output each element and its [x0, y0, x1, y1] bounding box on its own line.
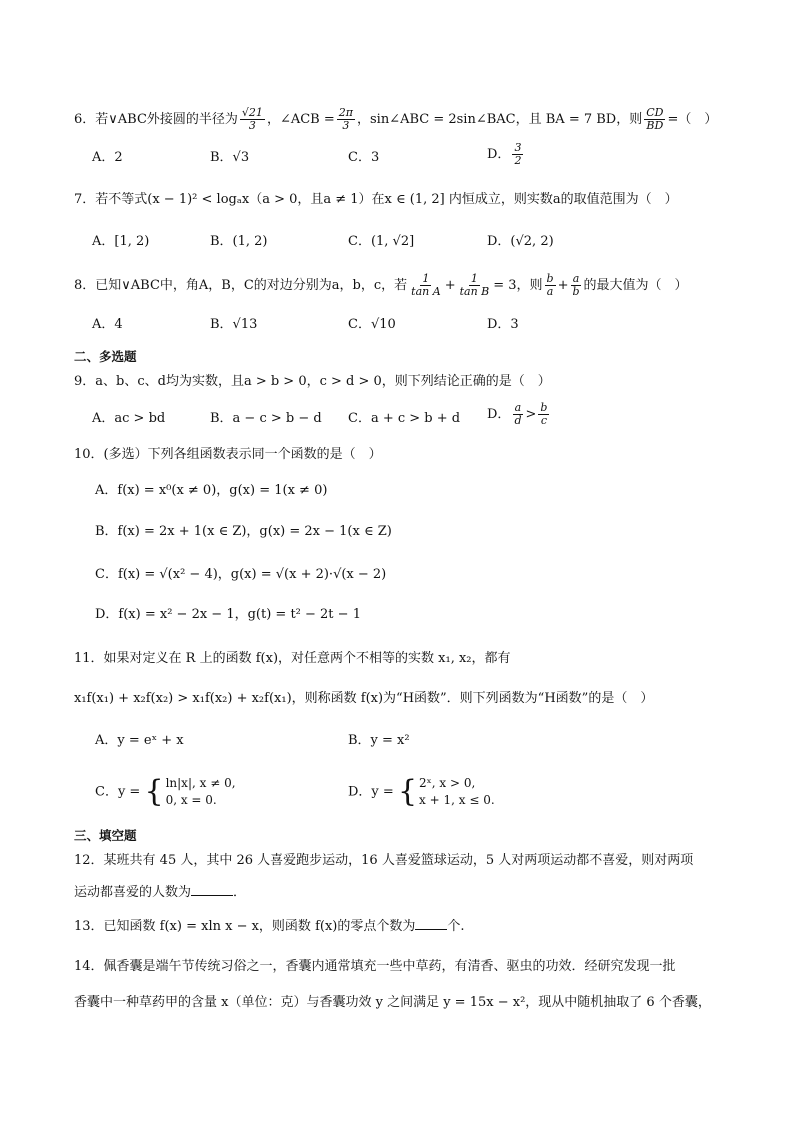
- q10-option-a: A．f(x) = x⁰(x ≠ 0)，g(x) = 1(x ≠ 0): [95, 483, 328, 498]
- q8-prefix: 8．已知∨ABC中，角A，B，C的对边分别为a，b，c，若: [74, 278, 408, 293]
- question-12-line-2: [74, 884, 246, 902]
- q8-fraction-2-num: 1: [470, 272, 478, 285]
- q8-fraction-3-den: a: [546, 285, 554, 298]
- q10-option-d: D．f(x) = x² − 2x − 1，g(t) = t² − 2t − 1: [95, 607, 361, 622]
- q6-option-d: [487, 142, 525, 167]
- q8-option-d: D．3: [487, 317, 519, 332]
- q13-text: 13．已知函数 f(x) = xln x − x，则函数 f(x)的零点个数为: [74, 919, 416, 934]
- q6-option-d-label: D．: [487, 147, 511, 162]
- q12-line-2-end: ．: [233, 885, 247, 900]
- q6-fraction-ratio-den: BD: [646, 119, 664, 132]
- q11-option-c-row-2: 0, x = 0.: [165, 793, 217, 807]
- q6-suffix: =（ ）: [667, 112, 718, 127]
- q11-option-c-piecewise: [144, 775, 235, 809]
- q9-option-d-f2-num: b: [540, 401, 548, 414]
- q6-fraction-radius-den: 3: [248, 119, 256, 132]
- question-11-line-2: x₁f(x₁) + x₂f(x₂) > x₁f(x₂) + x₂f(x₁)，则称函数 f(x)为“H函数”．则下列函数为“H函数”的是（ ）: [74, 691, 654, 706]
- q9-option-b: B．a − c > b − d: [210, 411, 322, 426]
- q8-fraction-4-den: b: [572, 285, 580, 298]
- q6-prefix: 6．若∨ABC外接圆的半径为: [74, 112, 238, 127]
- q9-option-c: C．a + c > b + d: [348, 411, 461, 426]
- q9-option-d-label: D．: [487, 407, 511, 422]
- question-13: [74, 918, 465, 936]
- q11-option-c-brace: {: [144, 774, 164, 809]
- question-7: 7．若不等式(x − 1)² < logₐx（a > 0，且a ≠ 1）在x ∈ (1, 2] 内恒成立，则实数a的取值范围为（ ）: [74, 192, 678, 207]
- q11-option-c-rows: [166, 775, 236, 809]
- q8-fraction-1-den: tan A: [411, 285, 441, 298]
- q8-plus-2: +: [557, 278, 569, 293]
- q12-line-2-text: 运动都喜爱的人数为: [74, 885, 192, 900]
- q11-option-d-piecewise: [398, 775, 495, 809]
- q7-option-c: C．(1, √2]: [348, 234, 415, 249]
- q8-option-b: B．√13: [210, 317, 258, 332]
- q9-option-d-f2-den: c: [540, 414, 547, 427]
- q8-mid: = 3，则: [493, 278, 543, 293]
- q9-option-d-fraction-1: [512, 402, 523, 427]
- q6-fraction-ratio-num: CD: [646, 106, 664, 119]
- q8-fraction-3: [545, 273, 556, 298]
- q9-option-a: A．ac > bd: [92, 411, 166, 426]
- q8-fraction-2-den: tan B: [459, 285, 490, 298]
- q7-option-a: A．[1, 2): [92, 234, 150, 249]
- q9-option-d-f1-den: d: [514, 414, 522, 427]
- q8-fraction-1: [409, 273, 443, 298]
- question-9: 9．a、b、c、d均为实数，且a > b > 0，c > d > 0，则下列结论正确的是（ ）: [74, 374, 551, 389]
- q9-option-d-f1-num: a: [514, 401, 522, 414]
- q13-end: 个.: [447, 919, 465, 934]
- q11-option-c-label: C．y =: [95, 784, 141, 800]
- question-14-line-1: 14．佩香囊是端午节传统习俗之一，香囊内通常填充一些中草药，有清香、驱虫的功效．经研究发现一批: [74, 959, 676, 974]
- q11-option-c-row-1: ln|x|, x ≠ 0,: [165, 776, 236, 790]
- q11-option-b: B．y = x²: [348, 733, 410, 748]
- q11-option-d: [348, 775, 495, 809]
- question-11-line-1: 11．如果对定义在 R 上的函数 f(x)，对任意两个不相等的实数 x₁, x₂，都有: [74, 651, 511, 666]
- question-6: [74, 107, 717, 132]
- q6-fraction-radius-num: √21: [241, 106, 263, 119]
- q11-option-d-row-2: x + 1, x ≤ 0.: [419, 793, 495, 807]
- q8-fraction-4-num: a: [572, 272, 580, 285]
- q6-fraction-radius: [240, 107, 265, 132]
- q9-option-d-fraction-2: [538, 402, 549, 427]
- q11-option-d-brace: {: [397, 774, 418, 809]
- question-14-line-2: 香囊中一种草药甲的含量 x（单位：克）与香囊功效 y 之间满足 y = 15x − x²，现从中随机抽取了 6 个香囊，: [74, 995, 711, 1010]
- q8-fraction-3-num: b: [546, 272, 554, 285]
- q11-option-c: [95, 775, 236, 809]
- q8-suffix: 的最大值为（ ）: [583, 278, 688, 293]
- q6-option-b: B．√3: [210, 150, 250, 165]
- question-12-line-1: 12．某班共有 45 人，其中 26 人喜爱跑步运动，16 人喜爱篮球运动，5 人对两项运动都不喜爱，则对两项: [74, 853, 694, 868]
- q6-fraction-angle: [337, 107, 355, 132]
- q12-answer-blank[interactable]: [191, 895, 233, 896]
- q8-fraction-4: [571, 273, 582, 298]
- q11-option-a: A．y = eˣ + x: [95, 733, 184, 748]
- q6-fraction-angle-den: 3: [342, 119, 350, 132]
- q8-fraction-1-num: 1: [422, 272, 430, 285]
- q7-option-b: B．(1, 2): [210, 234, 268, 249]
- q8-option-c: C．√10: [348, 317, 396, 332]
- q13-answer-blank[interactable]: [415, 929, 447, 930]
- q8-plus: +: [444, 278, 456, 293]
- q6-option-d-fraction: [512, 142, 523, 167]
- section-multiple-choice-heading: 二、多选题: [74, 349, 137, 364]
- section-fill-in-heading: 三、填空题: [74, 828, 137, 843]
- q10-option-b: B．f(x) = 2x + 1(x ∈ Z)，g(x) = 2x − 1(x ∈ Z): [95, 524, 392, 539]
- q9-option-d-gt: >: [525, 407, 537, 422]
- q6-fraction-angle-num: 2π: [338, 106, 353, 119]
- q10-option-c: C．f(x) = √(x² − 4)，g(x) = √(x + 2)·√(x − 2): [95, 567, 387, 582]
- q6-fraction-ratio: [644, 107, 665, 132]
- q6-option-c: C．3: [348, 150, 380, 165]
- q8-fraction-2: [458, 273, 492, 298]
- q6-option-d-den: 2: [514, 154, 522, 167]
- question-10: 10．(多选）下列各组函数表示同一个函数的是（ ）: [74, 447, 382, 462]
- q6-condition-text: ，sin∠ABC = 2sin∠BAC，且 BA = 7 BD，则: [356, 112, 643, 127]
- q6-option-d-num: 3: [514, 141, 522, 154]
- question-8: [74, 273, 688, 298]
- q11-option-d-rows: [419, 775, 495, 809]
- q6-option-a: A．2: [92, 150, 123, 165]
- q6-angle-text: ，∠ACB =: [266, 112, 335, 127]
- q7-option-d: D．(√2, 2): [487, 234, 554, 249]
- q8-option-a: A．4: [92, 317, 123, 332]
- q9-option-d: [487, 402, 551, 427]
- q11-option-d-row-1: 2ˣ, x > 0,: [419, 776, 476, 790]
- q11-option-d-label: D．y =: [348, 784, 394, 800]
